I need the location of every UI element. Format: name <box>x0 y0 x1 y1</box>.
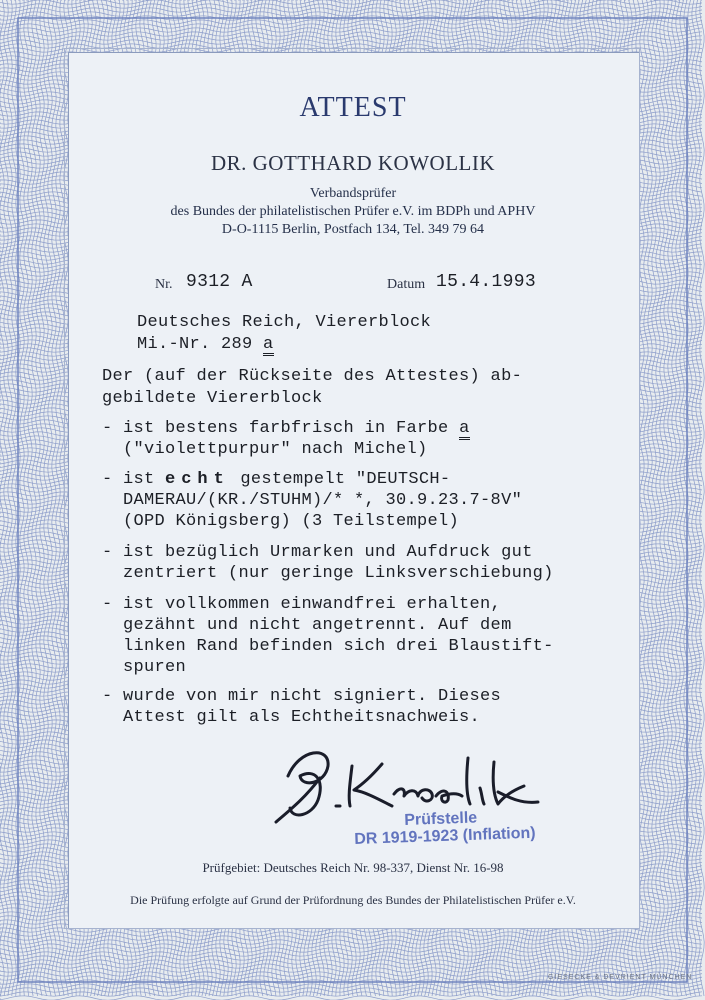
footer-regulation: Die Prüfung erfolgte auf Grund der Prüfordnung des Bundes der Philatelistischen Prüfer e.V. <box>130 893 576 907</box>
body-line: (OPD Königsberg) (3 Teilstempel) <box>102 512 460 531</box>
bullet-text: - ist bestens farbfrisch in Farbe <box>102 419 460 438</box>
body-line: Attest gilt als Echtheitsnachweis. <box>102 708 481 727</box>
body-line: Deutsches Reich, Viererblock <box>137 313 432 332</box>
body-line: ("violettpurpur" nach Michel) <box>102 440 428 459</box>
certificate-title: ATTEST <box>299 92 407 123</box>
expert-address: D-O-1115 Berlin, Postfach 134, Tel. 349 79 64 <box>221 222 485 237</box>
color-variant: a <box>459 419 470 438</box>
bullet-text: gestempelt "DEUTSCH- <box>229 470 451 489</box>
body-line <box>102 419 470 438</box>
body-line: Der (auf der Rückseite des Attestes) ab- <box>102 367 523 386</box>
approval-stamp-line2: DR 1919-1923 (Inflation) <box>354 824 536 848</box>
expert-role: Verbandsprüfer <box>309 186 397 201</box>
date-value: 15.4.1993 <box>436 272 536 292</box>
body-line <box>137 335 274 354</box>
date-label: Datum <box>387 277 426 292</box>
body-line: gezähnt und nicht angetrennt. Auf dem <box>102 616 512 635</box>
approval-stamp-line1: Prüfstelle <box>404 809 478 829</box>
bullet-text: - ist <box>102 470 166 489</box>
echt-word: echt <box>165 470 230 489</box>
footer-scope: Prüfgebiet: Deutsches Reich Nr. 98-337, Dienst Nr. 16-98 <box>202 860 504 875</box>
number-value: 9312 A <box>186 272 253 292</box>
body-line: gebildete Viererblock <box>102 389 323 408</box>
body-line: linken Rand befinden sich drei Blaustift- <box>102 637 554 656</box>
expert-name: DR. GOTTHARD KOWOLLIK <box>210 151 496 175</box>
mi-prefix: Mi.-Nr. 289 <box>137 335 264 354</box>
printer-imprint: GIESECKE & DEVRIENT MÜNCHEN <box>548 974 693 981</box>
body-line: spuren <box>102 658 187 677</box>
body-line <box>102 470 450 489</box>
body-line: zentriert (nur geringe Linksverschiebung) <box>102 564 554 583</box>
body-line: DAMERAU/(KR./STUHM)/* *, 30.9.23.7-8V" <box>102 491 523 510</box>
number-label: Nr. <box>155 277 173 292</box>
expert-association: des Bundes der philatelistischen Prüfer e.V. im BDPh und APHV <box>170 204 536 219</box>
body-line: - wurde von mir nicht signiert. Dieses <box>102 687 502 706</box>
body-line: - ist bezüglich Urmarken und Aufdruck gut <box>102 543 533 562</box>
mi-suffix: a <box>263 335 274 354</box>
body-line: - ist vollkommen einwandfrei erhalten, <box>102 595 502 614</box>
